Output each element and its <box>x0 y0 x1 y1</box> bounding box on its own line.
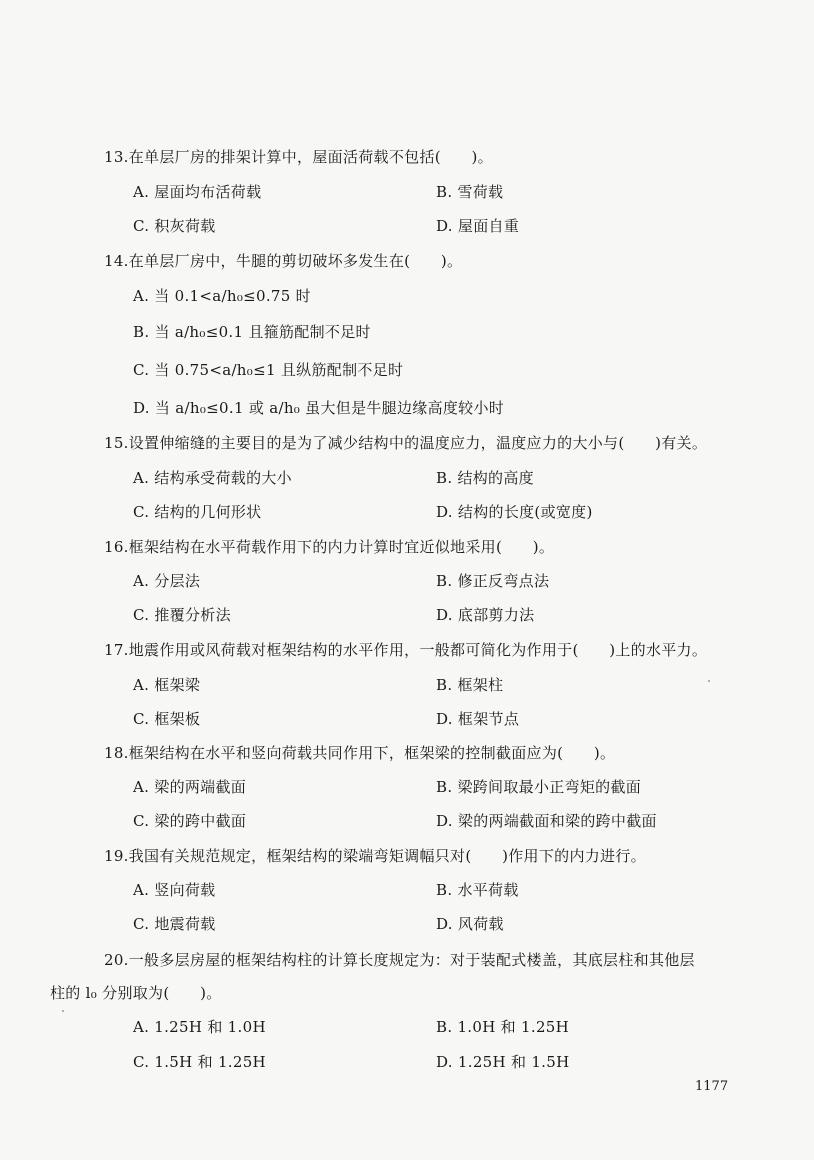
question-18-option-d: D. 梁的两端截面和梁的跨中截面 <box>436 812 657 830</box>
question-15-option-d: D. 结构的长度(或宽度) <box>436 503 593 521</box>
question-17-option-d: D. 框架节点 <box>436 710 520 728</box>
question-13-option-b: B. 雪荷载 <box>436 183 504 201</box>
question-19-option-a: A. 竖向荷载 <box>133 881 216 899</box>
question-19-option-c: C. 地震荷载 <box>133 915 216 933</box>
question-15-stem: 15.设置伸缩缝的主要目的是为了减少结构中的温度应力，温度应力的大小与( )有关。 <box>104 434 708 452</box>
question-18-option-b: B. 梁跨间取最小正弯矩的截面 <box>436 778 642 796</box>
question-19-option-d: D. 风荷载 <box>436 915 504 933</box>
question-15-option-a: A. 结构承受荷载的大小 <box>133 469 292 487</box>
question-16-option-b: B. 修正反弯点法 <box>436 572 550 590</box>
question-19-stem: 19.我国有关规范规定，框架结构的梁端弯矩调幅只对( )作用下的内力进行。 <box>104 847 646 865</box>
question-14-option-d: D. 当 a/h₀≤0.1 或 a/h₀ 虽大但是牛腿边缘高度较小时 <box>133 399 505 417</box>
scan-speck <box>708 680 710 682</box>
question-19-option-b: B. 水平荷载 <box>436 881 519 899</box>
question-14-option-c: C. 当 0.75<a/h₀≤1 且纵筋配制不足时 <box>133 361 404 379</box>
question-14-option-a: A. 当 0.1<a/h₀≤0.75 时 <box>133 287 311 305</box>
question-20-option-d: D. 1.25H 和 1.5H <box>436 1053 570 1071</box>
scan-speck <box>62 1010 64 1012</box>
question-16-stem: 16.框架结构在水平荷载作用下的内力计算时宜近似地采用( )。 <box>104 538 555 556</box>
question-20-stem-continued: 柱的 l₀ 分别取为( )。 <box>50 984 222 1002</box>
question-16-option-c: C. 推覆分析法 <box>133 606 231 624</box>
question-18-option-c: C. 梁的跨中截面 <box>133 812 247 830</box>
question-16-option-a: A. 分层法 <box>133 572 201 590</box>
question-20-option-a: A. 1.25H 和 1.0H <box>133 1018 266 1036</box>
question-17-option-c: C. 框架板 <box>133 710 201 728</box>
question-15-option-b: B. 结构的高度 <box>436 469 534 487</box>
question-20-option-b: B. 1.0H 和 1.25H <box>436 1018 570 1036</box>
question-17-stem: 17.地震作用或风荷载对框架结构的水平作用，一般都可简化为作用于( )上的水平力。 <box>104 641 708 659</box>
question-15-option-c: C. 结构的几何形状 <box>133 503 262 521</box>
question-18-stem: 18.框架结构在水平和竖向荷载共同作用下，框架梁的控制截面应为( )。 <box>104 744 616 762</box>
question-13-option-c: C. 积灰荷载 <box>133 217 216 235</box>
question-13-stem: 13.在单层厂房的排架计算中，屋面活荷载不包括( )。 <box>104 148 493 166</box>
question-14-option-b: B. 当 a/h₀≤0.1 且箍筋配制不足时 <box>133 323 371 341</box>
question-16-option-d: D. 底部剪力法 <box>436 606 535 624</box>
question-14-stem: 14.在单层厂房中，牛腿的剪切破坏多发生在( )。 <box>104 252 463 270</box>
question-20-stem: 20.一般多层房屋的框架结构柱的计算长度规定为：对于装配式楼盖，其底层柱和其他层 <box>104 951 695 969</box>
page-number: 1177 <box>695 1079 729 1094</box>
question-17-option-a: A. 框架梁 <box>133 676 201 694</box>
question-17-option-b: B. 框架柱 <box>436 676 504 694</box>
question-20-option-c: C. 1.5H 和 1.25H <box>133 1053 266 1071</box>
question-13-option-a: A. 屋面均布活荷载 <box>133 183 262 201</box>
question-18-option-a: A. 梁的两端截面 <box>133 778 247 796</box>
question-13-option-d: D. 屋面自重 <box>436 217 520 235</box>
